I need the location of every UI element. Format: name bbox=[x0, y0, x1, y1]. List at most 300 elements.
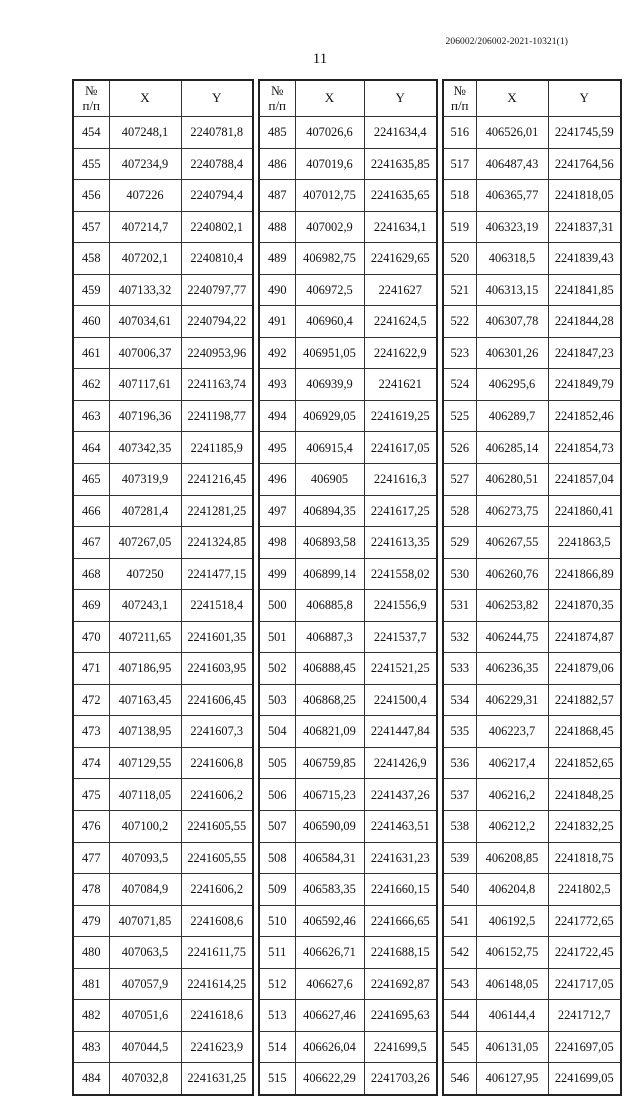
y-coordinate-cell: 2241837,31 bbox=[548, 211, 621, 243]
x-coordinate-cell: 406888,45 bbox=[295, 653, 364, 685]
point-number-cell: 541 bbox=[443, 905, 476, 937]
x-coordinate-cell: 406887,3 bbox=[295, 621, 364, 653]
table-row bbox=[73, 432, 253, 464]
table-row bbox=[73, 464, 253, 496]
x-coordinate-cell: 407163,45 bbox=[109, 684, 181, 716]
column-header-number: № п/п bbox=[443, 80, 476, 117]
y-coordinate-cell: 2241619,25 bbox=[364, 400, 437, 432]
x-coordinate-cell: 406318,5 bbox=[476, 243, 548, 275]
x-coordinate-cell: 407117,61 bbox=[109, 369, 181, 401]
point-number-cell: 507 bbox=[259, 811, 295, 843]
point-number-cell: 538 bbox=[443, 811, 476, 843]
x-coordinate-cell: 406204,8 bbox=[476, 874, 548, 906]
table-row bbox=[259, 211, 437, 243]
point-number-cell: 479 bbox=[73, 905, 109, 937]
point-number-cell: 482 bbox=[73, 1000, 109, 1032]
table-row bbox=[443, 527, 621, 559]
table-row bbox=[73, 117, 253, 149]
x-coordinate-cell: 407129,55 bbox=[109, 747, 181, 779]
table-row bbox=[259, 243, 437, 275]
table-row bbox=[73, 1000, 253, 1032]
y-coordinate-cell: 2241688,15 bbox=[364, 937, 437, 969]
point-number-cell: 519 bbox=[443, 211, 476, 243]
point-number-cell: 506 bbox=[259, 779, 295, 811]
table-row bbox=[259, 527, 437, 559]
table-row bbox=[259, 968, 437, 1000]
x-coordinate-cell: 407118,05 bbox=[109, 779, 181, 811]
table-row bbox=[73, 905, 253, 937]
y-coordinate-cell: 2241537,7 bbox=[364, 621, 437, 653]
table-row bbox=[73, 874, 253, 906]
point-number-cell: 534 bbox=[443, 684, 476, 716]
x-coordinate-cell: 407234,9 bbox=[109, 148, 181, 180]
point-number-cell: 454 bbox=[73, 117, 109, 149]
column-header-y: Y bbox=[181, 80, 253, 117]
table-row bbox=[259, 653, 437, 685]
y-coordinate-cell: 2241818,05 bbox=[548, 180, 621, 212]
x-coordinate-cell: 406626,71 bbox=[295, 937, 364, 969]
table-row bbox=[259, 937, 437, 969]
y-coordinate-cell: 2240953,96 bbox=[181, 337, 253, 369]
x-coordinate-cell: 406590,09 bbox=[295, 811, 364, 843]
point-number-cell: 472 bbox=[73, 684, 109, 716]
x-coordinate-cell: 407186,95 bbox=[109, 653, 181, 685]
table-row bbox=[73, 211, 253, 243]
y-coordinate-cell: 2241848,25 bbox=[548, 779, 621, 811]
point-number-cell: 542 bbox=[443, 937, 476, 969]
y-coordinate-cell: 2241772,65 bbox=[548, 905, 621, 937]
point-number-cell: 484 bbox=[73, 1063, 109, 1095]
table-row bbox=[443, 369, 621, 401]
y-coordinate-cell: 2241703,26 bbox=[364, 1063, 437, 1095]
point-number-cell: 488 bbox=[259, 211, 295, 243]
x-coordinate-cell: 406951,05 bbox=[295, 337, 364, 369]
table-row bbox=[443, 747, 621, 779]
x-coordinate-cell: 406365,77 bbox=[476, 180, 548, 212]
y-coordinate-cell: 2241611,75 bbox=[181, 937, 253, 969]
x-coordinate-cell: 406915,4 bbox=[295, 432, 364, 464]
point-number-cell: 476 bbox=[73, 811, 109, 843]
point-number-cell: 486 bbox=[259, 148, 295, 180]
table-row bbox=[443, 337, 621, 369]
x-coordinate-cell: 406622,29 bbox=[295, 1063, 364, 1095]
y-coordinate-cell: 2241882,57 bbox=[548, 684, 621, 716]
table-row bbox=[259, 117, 437, 149]
x-coordinate-cell: 407250 bbox=[109, 558, 181, 590]
table-row bbox=[73, 148, 253, 180]
point-number-cell: 457 bbox=[73, 211, 109, 243]
x-coordinate-cell: 407002,9 bbox=[295, 211, 364, 243]
x-coordinate-cell: 407138,95 bbox=[109, 716, 181, 748]
table-row bbox=[443, 1031, 621, 1063]
point-number-cell: 502 bbox=[259, 653, 295, 685]
table-row bbox=[443, 432, 621, 464]
point-number-cell: 545 bbox=[443, 1031, 476, 1063]
y-coordinate-cell: 2241447,84 bbox=[364, 716, 437, 748]
point-number-cell: 473 bbox=[73, 716, 109, 748]
point-number-cell: 466 bbox=[73, 495, 109, 527]
x-coordinate-cell: 406152,75 bbox=[476, 937, 548, 969]
table-row bbox=[73, 495, 253, 527]
y-coordinate-cell: 2241603,95 bbox=[181, 653, 253, 685]
x-coordinate-cell: 406253,82 bbox=[476, 590, 548, 622]
y-coordinate-cell: 2241606,2 bbox=[181, 874, 253, 906]
point-number-cell: 497 bbox=[259, 495, 295, 527]
y-coordinate-cell: 2241624,5 bbox=[364, 306, 437, 338]
y-coordinate-cell: 2240797,77 bbox=[181, 274, 253, 306]
table-row bbox=[443, 842, 621, 874]
x-coordinate-cell: 406244,75 bbox=[476, 621, 548, 653]
x-coordinate-cell: 406285,14 bbox=[476, 432, 548, 464]
y-coordinate-cell: 2240781,8 bbox=[181, 117, 253, 149]
x-coordinate-cell: 406759,85 bbox=[295, 747, 364, 779]
point-number-cell: 514 bbox=[259, 1031, 295, 1063]
column-header-y: Y bbox=[364, 80, 437, 117]
point-number-cell: 546 bbox=[443, 1063, 476, 1095]
table-row bbox=[443, 716, 621, 748]
point-number-cell: 491 bbox=[259, 306, 295, 338]
table-row bbox=[443, 400, 621, 432]
point-number-cell: 495 bbox=[259, 432, 295, 464]
point-number-cell: 513 bbox=[259, 1000, 295, 1032]
table-row bbox=[73, 590, 253, 622]
y-coordinate-cell: 2241847,23 bbox=[548, 337, 621, 369]
point-number-cell: 485 bbox=[259, 117, 295, 149]
y-coordinate-cell: 2241281,25 bbox=[181, 495, 253, 527]
y-coordinate-cell: 2241722,45 bbox=[548, 937, 621, 969]
y-coordinate-cell: 2241627 bbox=[364, 274, 437, 306]
table-row bbox=[259, 148, 437, 180]
point-number-cell: 489 bbox=[259, 243, 295, 275]
column-header-x: X bbox=[476, 80, 548, 117]
table-row bbox=[73, 306, 253, 338]
point-number-cell: 463 bbox=[73, 400, 109, 432]
x-coordinate-cell: 406144,4 bbox=[476, 1000, 548, 1032]
x-coordinate-cell: 406821,09 bbox=[295, 716, 364, 748]
x-coordinate-cell: 406885,8 bbox=[295, 590, 364, 622]
point-number-cell: 468 bbox=[73, 558, 109, 590]
point-number-cell: 537 bbox=[443, 779, 476, 811]
column-header-x: X bbox=[295, 80, 364, 117]
table-row bbox=[259, 369, 437, 401]
y-coordinate-cell: 2241477,15 bbox=[181, 558, 253, 590]
table-row bbox=[259, 274, 437, 306]
y-coordinate-cell: 2241605,55 bbox=[181, 811, 253, 843]
y-coordinate-cell: 2241601,35 bbox=[181, 621, 253, 653]
table-row bbox=[73, 684, 253, 716]
y-coordinate-cell: 2241666,65 bbox=[364, 905, 437, 937]
y-coordinate-cell: 2241518,4 bbox=[181, 590, 253, 622]
point-number-cell: 499 bbox=[259, 558, 295, 590]
y-coordinate-cell: 2241623,9 bbox=[181, 1031, 253, 1063]
x-coordinate-cell: 406307,78 bbox=[476, 306, 548, 338]
table-row bbox=[443, 684, 621, 716]
y-coordinate-cell: 2241874,87 bbox=[548, 621, 621, 653]
y-coordinate-cell: 2241185,9 bbox=[181, 432, 253, 464]
point-number-cell: 490 bbox=[259, 274, 295, 306]
table-row bbox=[443, 464, 621, 496]
coordinates-table-1 bbox=[72, 79, 254, 1096]
point-number-cell: 524 bbox=[443, 369, 476, 401]
point-number-cell: 460 bbox=[73, 306, 109, 338]
point-number-cell: 503 bbox=[259, 684, 295, 716]
y-coordinate-cell: 2241863,5 bbox=[548, 527, 621, 559]
y-coordinate-cell: 2241699,5 bbox=[364, 1031, 437, 1063]
table-row bbox=[443, 274, 621, 306]
y-coordinate-cell: 2241163,74 bbox=[181, 369, 253, 401]
point-number-cell: 496 bbox=[259, 464, 295, 496]
point-number-cell: 478 bbox=[73, 874, 109, 906]
x-coordinate-cell: 406929,05 bbox=[295, 400, 364, 432]
table-row bbox=[443, 117, 621, 149]
table-row bbox=[73, 842, 253, 874]
point-number-cell: 510 bbox=[259, 905, 295, 937]
table-row bbox=[443, 590, 621, 622]
table-row bbox=[259, 747, 437, 779]
table-row bbox=[259, 779, 437, 811]
point-number-cell: 530 bbox=[443, 558, 476, 590]
table-row bbox=[443, 148, 621, 180]
table-row bbox=[443, 937, 621, 969]
x-coordinate-cell: 406267,55 bbox=[476, 527, 548, 559]
x-coordinate-cell: 406982,75 bbox=[295, 243, 364, 275]
point-number-cell: 481 bbox=[73, 968, 109, 1000]
table-row bbox=[259, 1031, 437, 1063]
point-number-cell: 511 bbox=[259, 937, 295, 969]
point-number-cell: 455 bbox=[73, 148, 109, 180]
y-coordinate-cell: 2240810,4 bbox=[181, 243, 253, 275]
x-coordinate-cell: 407342,35 bbox=[109, 432, 181, 464]
table-row bbox=[443, 968, 621, 1000]
column-header-number: № п/п bbox=[259, 80, 295, 117]
y-coordinate-cell: 2241832,25 bbox=[548, 811, 621, 843]
point-number-cell: 540 bbox=[443, 874, 476, 906]
table-row bbox=[259, 590, 437, 622]
x-coordinate-cell: 407051,6 bbox=[109, 1000, 181, 1032]
y-coordinate-cell: 2241621 bbox=[364, 369, 437, 401]
table-row bbox=[73, 558, 253, 590]
table-row bbox=[259, 400, 437, 432]
x-coordinate-cell: 407196,36 bbox=[109, 400, 181, 432]
y-coordinate-cell: 2241879,06 bbox=[548, 653, 621, 685]
x-coordinate-cell: 407093,5 bbox=[109, 842, 181, 874]
point-number-cell: 469 bbox=[73, 590, 109, 622]
point-number-cell: 535 bbox=[443, 716, 476, 748]
x-coordinate-cell: 407044,5 bbox=[109, 1031, 181, 1063]
x-coordinate-cell: 407032,8 bbox=[109, 1063, 181, 1095]
x-coordinate-cell: 406972,5 bbox=[295, 274, 364, 306]
point-number-cell: 518 bbox=[443, 180, 476, 212]
y-coordinate-cell: 2240794,22 bbox=[181, 306, 253, 338]
table-row bbox=[259, 495, 437, 527]
y-coordinate-cell: 2241860,41 bbox=[548, 495, 621, 527]
table-row bbox=[259, 432, 437, 464]
x-coordinate-cell: 407071,85 bbox=[109, 905, 181, 937]
x-coordinate-cell: 406323,19 bbox=[476, 211, 548, 243]
y-coordinate-cell: 2241854,73 bbox=[548, 432, 621, 464]
table-row bbox=[443, 779, 621, 811]
y-coordinate-cell: 2241745,59 bbox=[548, 117, 621, 149]
y-coordinate-cell: 2241426,9 bbox=[364, 747, 437, 779]
x-coordinate-cell: 406127,95 bbox=[476, 1063, 548, 1095]
point-number-cell: 470 bbox=[73, 621, 109, 653]
x-coordinate-cell: 407034,61 bbox=[109, 306, 181, 338]
point-number-cell: 517 bbox=[443, 148, 476, 180]
table-row bbox=[73, 653, 253, 685]
coordinates-table-2 bbox=[258, 79, 438, 1096]
x-coordinate-cell: 407226 bbox=[109, 180, 181, 212]
table-row bbox=[443, 811, 621, 843]
point-number-cell: 459 bbox=[73, 274, 109, 306]
x-coordinate-cell: 406592,46 bbox=[295, 905, 364, 937]
y-coordinate-cell: 2241839,43 bbox=[548, 243, 621, 275]
point-number-cell: 529 bbox=[443, 527, 476, 559]
x-coordinate-cell: 407084,9 bbox=[109, 874, 181, 906]
y-coordinate-cell: 2241695,63 bbox=[364, 1000, 437, 1032]
point-number-cell: 467 bbox=[73, 527, 109, 559]
y-coordinate-cell: 2241613,35 bbox=[364, 527, 437, 559]
table-row bbox=[73, 716, 253, 748]
table-row bbox=[259, 1063, 437, 1095]
table-row bbox=[259, 684, 437, 716]
x-coordinate-cell: 407100,2 bbox=[109, 811, 181, 843]
page-number: 11 bbox=[312, 51, 328, 67]
y-coordinate-cell: 2241699,05 bbox=[548, 1063, 621, 1095]
point-number-cell: 523 bbox=[443, 337, 476, 369]
x-coordinate-cell: 406583,35 bbox=[295, 874, 364, 906]
point-number-cell: 543 bbox=[443, 968, 476, 1000]
point-number-cell: 526 bbox=[443, 432, 476, 464]
y-coordinate-cell: 2241634,1 bbox=[364, 211, 437, 243]
y-coordinate-cell: 2241635,65 bbox=[364, 180, 437, 212]
column-header-number: № п/п bbox=[73, 80, 109, 117]
x-coordinate-cell: 406295,6 bbox=[476, 369, 548, 401]
table-row bbox=[443, 180, 621, 212]
y-coordinate-cell: 2241697,05 bbox=[548, 1031, 621, 1063]
table-row bbox=[259, 180, 437, 212]
y-coordinate-cell: 2241556,9 bbox=[364, 590, 437, 622]
y-coordinate-cell: 2241868,45 bbox=[548, 716, 621, 748]
x-coordinate-cell: 406229,31 bbox=[476, 684, 548, 716]
y-coordinate-cell: 2241866,89 bbox=[548, 558, 621, 590]
table-row bbox=[443, 905, 621, 937]
table-row bbox=[443, 621, 621, 653]
table-row bbox=[259, 558, 437, 590]
x-coordinate-cell: 406584,31 bbox=[295, 842, 364, 874]
x-coordinate-cell: 407267,05 bbox=[109, 527, 181, 559]
y-coordinate-cell: 2241606,45 bbox=[181, 684, 253, 716]
point-number-cell: 475 bbox=[73, 779, 109, 811]
y-coordinate-cell: 2241849,79 bbox=[548, 369, 621, 401]
point-number-cell: 531 bbox=[443, 590, 476, 622]
point-number-cell: 501 bbox=[259, 621, 295, 653]
table-row bbox=[259, 842, 437, 874]
y-coordinate-cell: 2241437,26 bbox=[364, 779, 437, 811]
point-number-cell: 498 bbox=[259, 527, 295, 559]
table-row bbox=[73, 274, 253, 306]
point-number-cell: 525 bbox=[443, 400, 476, 432]
y-coordinate-cell: 2241198,77 bbox=[181, 400, 253, 432]
x-coordinate-cell: 406208,85 bbox=[476, 842, 548, 874]
x-coordinate-cell: 406236,35 bbox=[476, 653, 548, 685]
table-row bbox=[73, 180, 253, 212]
x-coordinate-cell: 406280,51 bbox=[476, 464, 548, 496]
point-number-cell: 477 bbox=[73, 842, 109, 874]
y-coordinate-cell: 2241717,05 bbox=[548, 968, 621, 1000]
point-number-cell: 492 bbox=[259, 337, 295, 369]
table-row bbox=[443, 243, 621, 275]
y-coordinate-cell: 2241712,7 bbox=[548, 1000, 621, 1032]
point-number-cell: 508 bbox=[259, 842, 295, 874]
table-row bbox=[73, 1031, 253, 1063]
x-coordinate-cell: 406260,76 bbox=[476, 558, 548, 590]
point-number-cell: 515 bbox=[259, 1063, 295, 1095]
table-row bbox=[73, 811, 253, 843]
y-coordinate-cell: 2241841,85 bbox=[548, 274, 621, 306]
table-row bbox=[443, 495, 621, 527]
point-number-cell: 539 bbox=[443, 842, 476, 874]
x-coordinate-cell: 406868,25 bbox=[295, 684, 364, 716]
y-coordinate-cell: 2241605,55 bbox=[181, 842, 253, 874]
x-coordinate-cell: 407243,1 bbox=[109, 590, 181, 622]
point-number-cell: 522 bbox=[443, 306, 476, 338]
x-coordinate-cell: 406212,2 bbox=[476, 811, 548, 843]
y-coordinate-cell: 2241764,56 bbox=[548, 148, 621, 180]
table-row bbox=[73, 937, 253, 969]
y-coordinate-cell: 2241463,51 bbox=[364, 811, 437, 843]
table-row bbox=[73, 779, 253, 811]
point-number-cell: 520 bbox=[443, 243, 476, 275]
point-number-cell: 464 bbox=[73, 432, 109, 464]
x-coordinate-cell: 406313,15 bbox=[476, 274, 548, 306]
table-row bbox=[259, 811, 437, 843]
table-row bbox=[443, 1000, 621, 1032]
table-row bbox=[259, 621, 437, 653]
table-row bbox=[73, 968, 253, 1000]
y-coordinate-cell: 2241852,46 bbox=[548, 400, 621, 432]
x-coordinate-cell: 407248,1 bbox=[109, 117, 181, 149]
point-number-cell: 527 bbox=[443, 464, 476, 496]
x-coordinate-cell: 407006,37 bbox=[109, 337, 181, 369]
y-coordinate-cell: 2241606,2 bbox=[181, 779, 253, 811]
x-coordinate-cell: 406939,9 bbox=[295, 369, 364, 401]
x-coordinate-cell: 406487,43 bbox=[476, 148, 548, 180]
table-row bbox=[259, 464, 437, 496]
point-number-cell: 505 bbox=[259, 747, 295, 779]
x-coordinate-cell: 406894,35 bbox=[295, 495, 364, 527]
y-coordinate-cell: 2241852,65 bbox=[548, 747, 621, 779]
x-coordinate-cell: 406301,26 bbox=[476, 337, 548, 369]
y-coordinate-cell: 2241216,45 bbox=[181, 464, 253, 496]
point-number-cell: 487 bbox=[259, 180, 295, 212]
y-coordinate-cell: 2241616,3 bbox=[364, 464, 437, 496]
y-coordinate-cell: 2241500,4 bbox=[364, 684, 437, 716]
table-row bbox=[259, 716, 437, 748]
table-row bbox=[259, 874, 437, 906]
x-coordinate-cell: 407281,4 bbox=[109, 495, 181, 527]
x-coordinate-cell: 407063,5 bbox=[109, 937, 181, 969]
y-coordinate-cell: 2241635,85 bbox=[364, 148, 437, 180]
table-row bbox=[443, 1063, 621, 1095]
y-coordinate-cell: 2240788,4 bbox=[181, 148, 253, 180]
y-coordinate-cell: 2241606,8 bbox=[181, 747, 253, 779]
point-number-cell: 471 bbox=[73, 653, 109, 685]
point-number-cell: 493 bbox=[259, 369, 295, 401]
table-row bbox=[259, 306, 437, 338]
point-number-cell: 461 bbox=[73, 337, 109, 369]
x-coordinate-cell: 407202,1 bbox=[109, 243, 181, 275]
point-number-cell: 458 bbox=[73, 243, 109, 275]
